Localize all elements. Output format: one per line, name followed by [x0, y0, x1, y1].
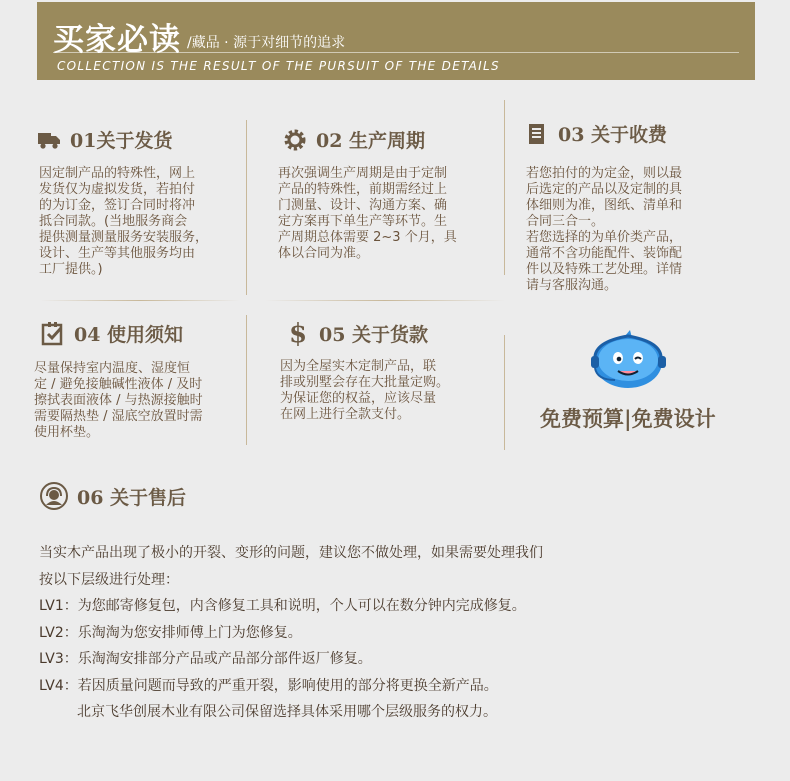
english-tagline: COLLECTION IS THE RESULT OF THE PURSUIT OF THE DETAILS — [57, 59, 500, 73]
page-subtitle: /藏品 · 源于对细节的追求 — [187, 35, 346, 51]
divider — [246, 315, 247, 445]
divider — [504, 100, 505, 275]
section-fees-title — [524, 120, 667, 147]
section-title-text: 03 关于收费 — [558, 124, 668, 146]
divider — [504, 335, 505, 450]
truck-icon — [36, 127, 62, 153]
aftersales-line: 当实木产品出现了极小的开裂、变形的问题，建议您不做处理，如果需要处理我们 — [39, 545, 543, 561]
headset-icon — [39, 481, 69, 511]
section-shipping-body: 因定制产品的特殊性，网上 发货仅为虚拟发货，若拍付 的为订金，签订合同时将冲 抵合同款。(当地服务商会 提供测量测量服务安装服务， 设计、生产等其他服务均由 工厂提供。) — [39, 166, 209, 277]
aftersales-line: 按以下层级进行处理： — [39, 571, 179, 588]
dollar-icon: $ — [288, 318, 308, 349]
section-title-text: 01关于发货 — [70, 130, 173, 152]
aftersales-note: 北京飞华创展木业有限公司保留选择具体采用哪个层级服务的权力。 — [77, 704, 497, 720]
checklist-icon — [40, 321, 66, 347]
section-payment-title — [285, 320, 428, 347]
section-production-title — [282, 126, 425, 153]
promo-text: 免费预算|免费设计 — [540, 406, 716, 431]
section-production-body: 再次强调生产周期是由于定制 产品的特殊性，前期需经过上 门测量、设计、沟通方案、确 定方案再下单生产等环节。生 产周期总体需要 2~3 个月，具 体以合同为准。 — [278, 166, 457, 261]
header-divider — [53, 52, 739, 53]
document-icon — [524, 121, 550, 147]
section-title-text: 05 关于货款 — [319, 324, 429, 346]
gear-icon — [282, 127, 308, 153]
section-usage-title — [40, 320, 183, 347]
aftersales-line: LV4：若因质量问题而导致的严重开裂，影响使用的部分将更换全新产品。 — [39, 677, 498, 694]
section-aftersales-title — [39, 481, 186, 511]
aftersales-line: LV1：为您邮寄修复包，内含修复工具和说明，个人可以在数分钟内完成修复。 — [39, 598, 526, 614]
aftersales-body — [39, 540, 543, 726]
divider — [246, 120, 247, 295]
divider — [40, 300, 240, 301]
aftersales-line: LV2：乐淘淘为您安排师傅上门为您修复。 — [39, 624, 302, 641]
section-payment-body: 因为全屋实木定制产品，联 排或别墅会存在大批量定购。 为保证您的权益，应该尽量 在网上进行全款支付。 — [280, 359, 450, 422]
divider — [265, 300, 505, 301]
section-shipping-title — [36, 126, 172, 153]
section-title-text: 06 关于售后 — [77, 486, 187, 509]
section-title-text: 04 使用须知 — [74, 324, 184, 346]
section-fees-body: 若您拍付的为定金，则以最 后选定的产品以及定制的具 体细则为准，图纸、清单和 合同三合一。 若您选择的为单价类产品， 通常不含功能配件、装饰配 件以及特殊工艺处理。详情 请与客服沟通。 — [526, 166, 683, 293]
header-banner — [37, 2, 755, 80]
section-usage-body: 尽量保持室内温度、湿度恒 定 / 避免接触碱性液体 / 及时 擦拭表面液体 / 与热源接触时 需要隔热垫 / 湿底空放置时需 使用杯垫。 — [34, 361, 203, 440]
section-title-text: 02 生产周期 — [316, 130, 426, 152]
chat-mascot-icon — [590, 330, 668, 392]
aftersales-line: LV3：乐淘淘安排部分产品或产品部分部件返厂修复。 — [39, 651, 372, 667]
page-title: 买家必读 — [53, 22, 181, 58]
